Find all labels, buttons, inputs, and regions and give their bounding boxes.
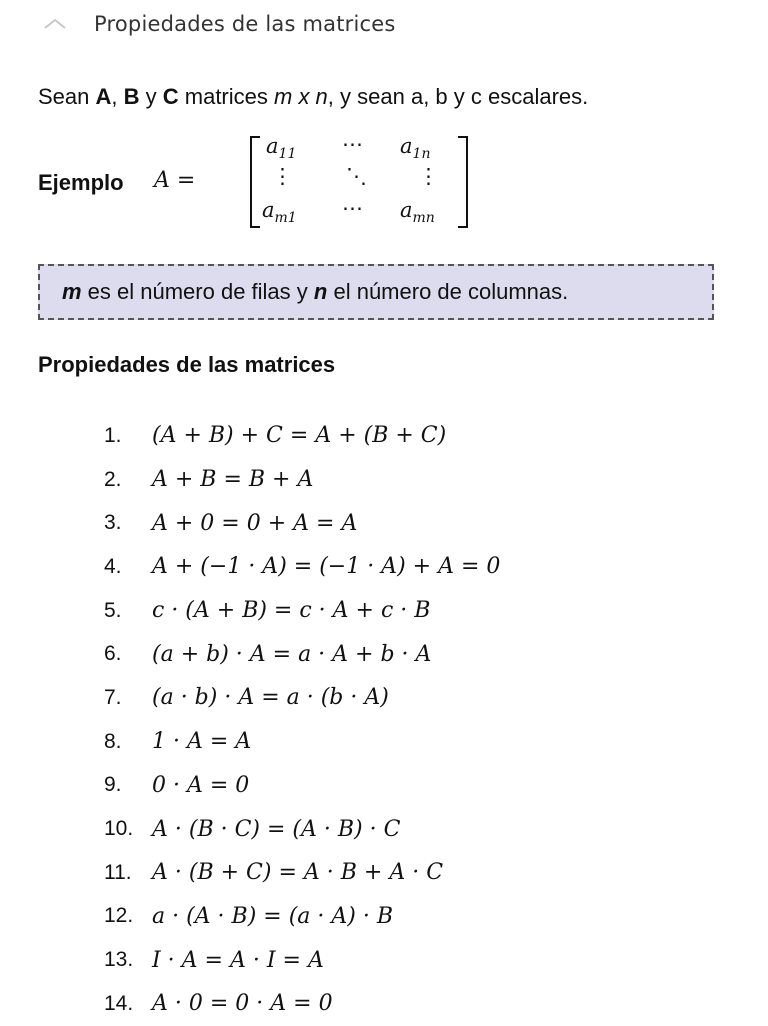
matrix-display (250, 132, 468, 230)
collapsible-header[interactable] (0, 0, 768, 56)
property-item (104, 501, 500, 545)
property-item (104, 676, 500, 720)
property-expression: I · A = A · I = A (152, 947, 324, 973)
property-number: 2. (104, 467, 122, 491)
property-number: 6. (104, 642, 122, 666)
matrix-cell-am1: $a_{m1}$ (262, 198, 297, 227)
matrix-hdots-top: ⋯ (342, 132, 363, 156)
property-item (104, 545, 500, 589)
property-number: 7. (104, 685, 122, 709)
property-item (104, 458, 500, 502)
property-expression: 1 · A = A (152, 729, 252, 755)
property-item (104, 589, 500, 633)
matrix-cell-a11: $a_{11}$ (266, 134, 297, 163)
property-number: 10. (104, 817, 134, 841)
property-expression: c · (A + B) = c · A + c · B (152, 598, 431, 624)
right-bracket (458, 136, 468, 228)
property-item (104, 632, 500, 676)
property-item (104, 807, 500, 851)
property-number: 1. (104, 423, 122, 447)
property-number: 5. (104, 598, 122, 622)
property-item (104, 938, 500, 982)
property-number: 3. (104, 511, 122, 535)
intro-text: Sean A, B y C matrices m x n, y sean a, b y c escalares. (38, 84, 589, 109)
left-bracket (250, 136, 260, 228)
example-label: Ejemplo (38, 170, 124, 195)
property-expression: (A + B) + C = A + (B + C) (152, 423, 447, 449)
header-title: Propiedades de las matrices (94, 12, 396, 36)
property-expression: 0 · A = 0 (152, 772, 250, 798)
property-number: 13. (104, 948, 134, 972)
property-number: 4. (104, 554, 122, 578)
property-expression: A + B = B + A (152, 467, 314, 493)
chevron-up-icon[interactable] (42, 16, 68, 32)
property-number: 14. (104, 991, 134, 1015)
matrix-cell-a1n: $a_{1n}$ (400, 134, 431, 163)
property-number: 9. (104, 773, 122, 797)
property-expression: (a · b) · A = a · (b · A) (152, 685, 389, 711)
example-lhs: A = (154, 168, 196, 193)
matrix-ddots: ⋱ (346, 164, 367, 188)
matrix-vdots-right: ⋮ (418, 164, 439, 188)
property-number: 12. (104, 904, 134, 928)
property-item (104, 851, 500, 895)
matrix-vdots-left: ⋮ (272, 164, 293, 188)
property-item (104, 764, 500, 808)
property-item (104, 414, 500, 458)
matrix-cell-amn: $a_{mn}$ (400, 198, 435, 227)
definition-note (38, 264, 714, 320)
property-expression: A · 0 = 0 · A = 0 (152, 991, 333, 1017)
property-expression: a · (A · B) = (a · A) · B (152, 903, 394, 929)
property-item (104, 720, 500, 764)
property-item (104, 895, 500, 939)
property-expression: A + 0 = 0 + A = A (152, 510, 358, 536)
property-number: 8. (104, 729, 122, 753)
note-text: m es el número de filas y n el número de columnas. (62, 279, 569, 304)
property-expression: A · (B · C) = (A · B) · C (152, 816, 401, 842)
property-expression: A + (−1 · A) = (−1 · A) + A = 0 (152, 554, 501, 580)
matrix-hdots-bottom: ⋯ (342, 196, 363, 220)
property-expression: (a + b) · A = a · A + b · A (152, 641, 432, 667)
section-title: Propiedades de las matrices (38, 352, 336, 377)
property-expression: A · (B + C) = A · B + A · C (152, 860, 444, 886)
property-number: 11. (104, 860, 132, 884)
properties-list (104, 414, 500, 1026)
property-item (104, 982, 500, 1026)
